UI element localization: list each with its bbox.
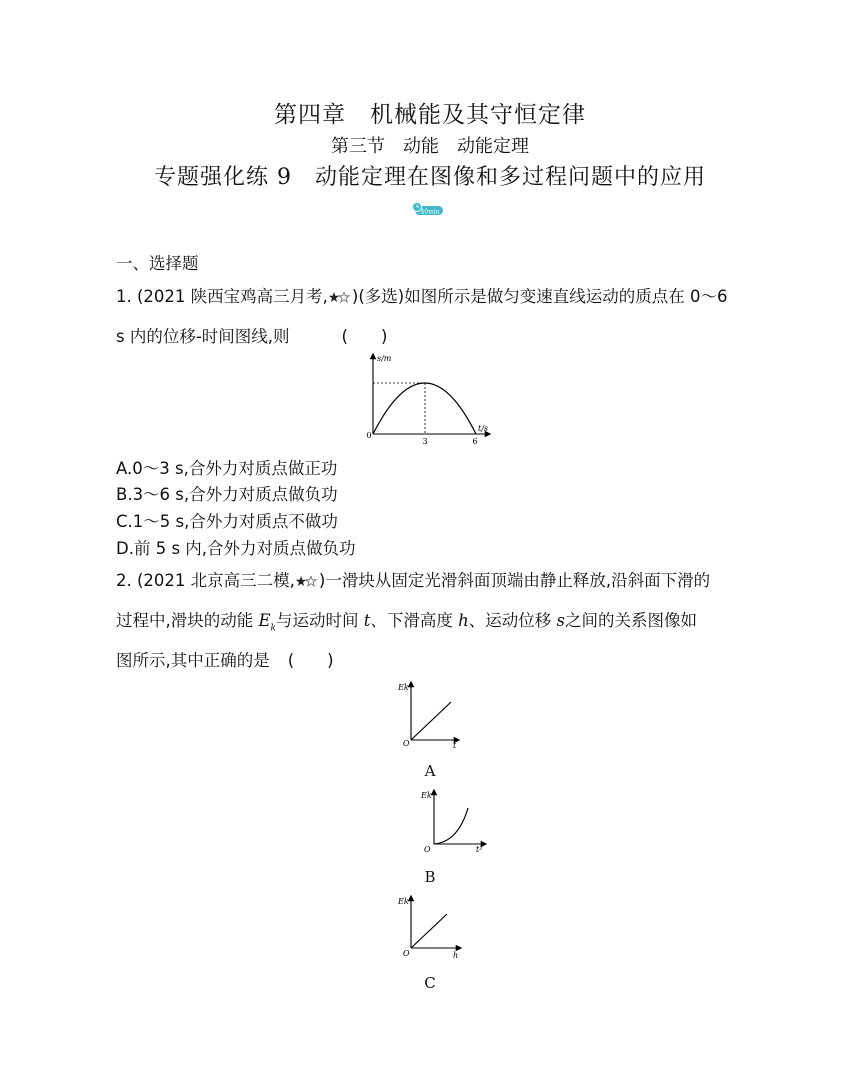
time-symbol: t	[363, 611, 371, 630]
svg-text:h: h	[453, 951, 459, 960]
option-a[interactable]: A.0～3 s,合外力对质点做正功	[116, 459, 338, 478]
svg-text:t: t	[453, 741, 457, 750]
graph-a-label[interactable]: A	[424, 762, 436, 780]
question-1-line-2	[116, 323, 387, 347]
question-2-line-1	[116, 567, 710, 591]
graph-x-label: t/s	[478, 424, 489, 433]
graph-tick-6: 6	[472, 437, 478, 446]
option-b[interactable]: B.3～6 s,合外力对质点做负功	[116, 485, 338, 504]
question-2-line-2	[116, 607, 697, 633]
time-badge-text: 40min	[420, 208, 440, 216]
graph-b	[418, 786, 488, 858]
svg-text:O: O	[403, 739, 410, 748]
question-1-stem-cont: s 内的位移-时间图线,则	[116, 327, 290, 346]
section-heading: 一、选择题	[116, 254, 199, 273]
graph-c-line	[411, 914, 447, 948]
question-2-text: 、运动位移	[468, 611, 557, 630]
graph-a-line	[411, 702, 451, 740]
graph-c-label[interactable]: C	[424, 974, 436, 992]
displacement-curve	[373, 383, 476, 434]
svg-text:t²: t²	[476, 845, 483, 854]
graph-origin: 0	[366, 431, 372, 440]
graph-c	[395, 892, 465, 964]
svg-text:Ek: Ek	[421, 791, 432, 800]
question-2-text: 与运动时间	[276, 611, 364, 630]
question-2-text: 之间的关系图像如	[565, 611, 698, 630]
question-2-line-3	[116, 647, 334, 671]
chapter-title: 第四章 机械能及其守恒定律	[274, 102, 586, 128]
section-title: 第三节 动能 动能定理	[331, 136, 529, 157]
svg-text:O: O	[424, 845, 431, 854]
svg-text:Ek: Ek	[398, 897, 409, 906]
question-2-stem-end: 图所示,其中正确的是	[116, 651, 270, 670]
answer-blank-1: ( )	[341, 327, 388, 346]
graph-a	[395, 678, 465, 750]
option-d[interactable]: D.前 5 s 内,合外力对质点做负功	[116, 539, 356, 558]
kinetic-energy-symbol: $E_k$	[258, 611, 277, 634]
question-1-source: 1. (2021 陕西宝鸡高三月考,	[116, 287, 328, 306]
question-1-line-1	[116, 283, 727, 307]
displacement-symbol: s	[556, 611, 566, 630]
question-2-text: 过程中,滑块的动能	[116, 611, 259, 630]
difficulty-stars-icon	[329, 292, 351, 304]
answer-blank-2: ( )	[287, 651, 334, 670]
displacement-time-graph	[362, 350, 497, 450]
question-1-stem: )(多选)如图所示是做匀变速直线运动的质点在 0～6	[351, 287, 728, 306]
question-2-stem: )一滑块从固定光滑斜面顶端由静止释放,沿斜面下滑的	[318, 571, 711, 590]
graph-b-label[interactable]: B	[424, 868, 436, 886]
svg-text:Ek: Ek	[398, 683, 409, 692]
graph-tick-3: 3	[422, 437, 428, 446]
graph-y-label: s/m	[377, 354, 392, 363]
svg-text:O: O	[403, 949, 410, 958]
option-c[interactable]: C.1～5 s,合外力对质点不做功	[116, 512, 338, 531]
height-symbol: h	[458, 611, 469, 630]
question-2-source: 2. (2021 北京高三二模,	[116, 571, 295, 590]
question-2-text: 、下滑高度	[370, 611, 459, 630]
difficulty-stars-icon	[296, 576, 318, 588]
clock-time-badge-icon	[412, 202, 444, 216]
exercise-title: 专题强化练 9 动能定理在图像和多过程问题中的应用	[154, 165, 706, 190]
graph-b-curve	[434, 808, 468, 844]
